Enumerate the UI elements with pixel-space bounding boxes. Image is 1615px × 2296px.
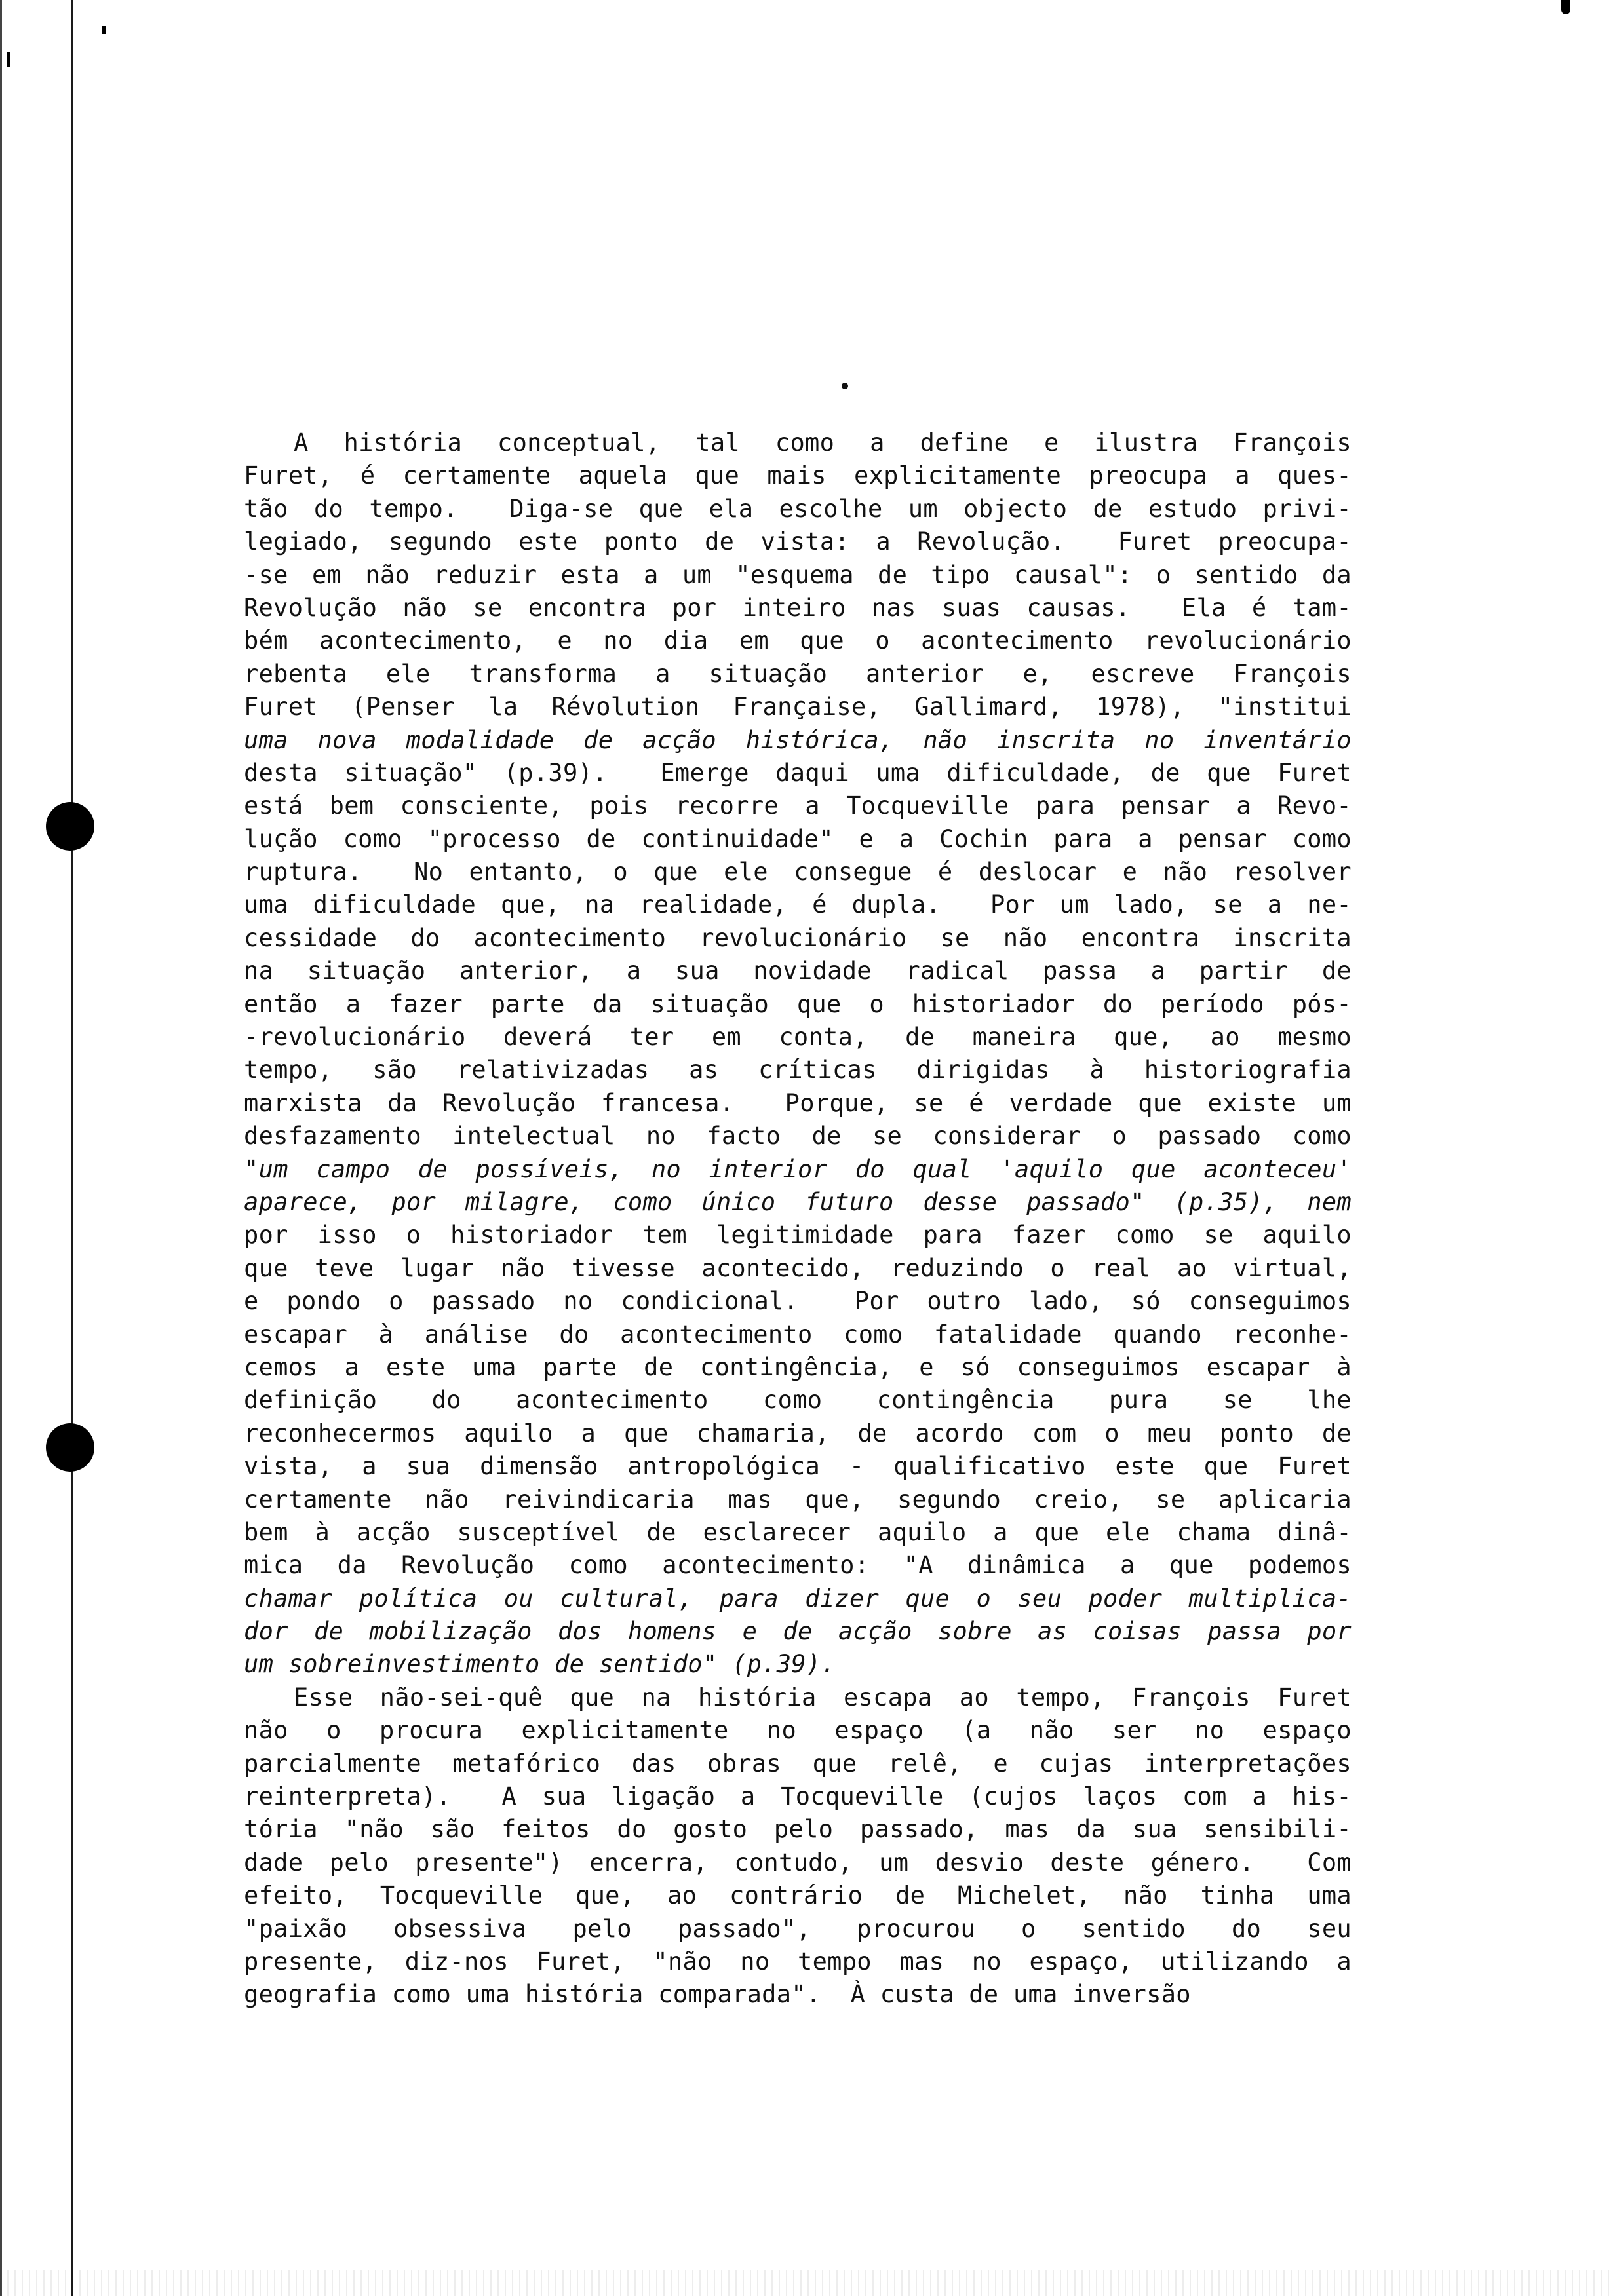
text-line: "paixão obsessiva pelo passado", procurou o sentido do seu	[244, 1914, 1352, 1943]
text-line: então a fazer parte da situação que o historiador do período pós-	[244, 989, 1352, 1018]
text-line: geografia como uma história comparada". À custa de uma inversão	[244, 1980, 1191, 2009]
text-line: parcialmente metafórico das obras que relê, e cujas interpretações	[244, 1749, 1352, 1778]
text-line: não o procura explicitamente no espaço (a não ser no espaço	[244, 1716, 1352, 1745]
text-line: uma nova modalidade de acção histórica, não inscrita no inventário	[244, 725, 1352, 754]
text-line: bém acontecimento, e no dia em que o acontecimento revolucionário	[244, 626, 1352, 655]
text-line: Revolução não se encontra por inteiro nas suas causas. Ela é tam-	[244, 593, 1352, 622]
text-line: aparece, por milagre, como único futuro desse passado" (p.35), nem	[244, 1187, 1352, 1216]
text-line: um sobreinvestimento de sentido" (p.39).	[244, 1650, 836, 1679]
essay-text	[244, 427, 1352, 2012]
text-line: marxista da Revolução francesa. Porque, se é verdade que existe um	[244, 1088, 1352, 1117]
binding-margin-line	[71, 0, 73, 2296]
text-line: uma dificuldade que, na realidade, é dupla. Por um lado, se a ne-	[244, 890, 1352, 919]
text-line: chamar política ou cultural, para dizer que o seu poder multiplica-	[244, 1584, 1352, 1613]
text-line: bem à acção susceptível de esclarecer aquilo a que ele chama dinâ-	[244, 1518, 1352, 1546]
text-line: desfazamento intelectual no facto de se considerar o passado como	[244, 1122, 1352, 1151]
text-line: rebenta ele transforma a situação anterior e, escreve François	[244, 659, 1352, 688]
text-line: ruptura. No entanto, o que ele consegue é deslocar e não resolver	[244, 858, 1352, 887]
text-line: e pondo o passado no condicional. Por outro lado, só conseguimos	[244, 1287, 1352, 1316]
text-line: Furet (Penser la Révolution Française, Gallimard, 1978), "institui	[244, 693, 1352, 721]
text-line: na situação anterior, a sua novidade radical passa a partir de	[244, 957, 1352, 985]
text-line: cemos a este uma parte de contingência, e só conseguimos escapar à	[244, 1352, 1352, 1381]
text-line: tão do tempo. Diga-se que ela escolhe um objecto de estudo privi-	[244, 494, 1352, 523]
text-line: desta situação" (p.39). Emerge daqui uma dificuldade, de que Furet	[244, 758, 1352, 787]
scan-speck	[7, 52, 10, 67]
text-line: reconhecermos aquilo a que chamaria, de acordo com o meu ponto de	[244, 1419, 1352, 1447]
text-line: Esse não-sei-quê que na história escapa ao tempo, François Furet	[294, 1683, 1352, 1712]
text-line: -se em não reduzir esta a um "esquema de tipo causal": o sentido da	[244, 560, 1352, 589]
text-line: legiado, segundo este ponto de vista: a Revolução. Furet preocupa-	[244, 527, 1352, 556]
text-line: vista, a sua dimensão antropológica - qualificativo este que Furet	[244, 1452, 1352, 1481]
punch-hole-upper	[46, 802, 94, 851]
text-line: Furet, é certamente aquela que mais explicitamente preocupa a ques-	[244, 461, 1352, 490]
scan-speck	[1561, 0, 1570, 14]
text-line: escapar à análise do acontecimento como fatalidade quando reconhe-	[244, 1320, 1352, 1349]
text-line: presente, diz-nos Furet, "não no tempo mas no espaço, utilizando a	[244, 1947, 1352, 1976]
text-line: cessidade do acontecimento revolucionário se não encontra inscrita	[244, 923, 1352, 952]
text-line: A história conceptual, tal como a define e ilustra François	[294, 429, 1352, 457]
text-line: definição do acontecimento como contingência pura se lhe	[244, 1386, 1352, 1415]
text-line: tempo, são relativizadas as críticas dirigidas à historiografia	[244, 1056, 1352, 1084]
text-line: reinterpreta). A sua ligação a Tocqueville (cujos laços com a his-	[244, 1782, 1352, 1811]
text-line: por isso o historiador tem legitimidade para fazer como se aquilo	[244, 1221, 1352, 1250]
text-line: "um campo de possíveis, no interior do qual 'aquilo que aconteceu'	[244, 1155, 1352, 1183]
scan-edge	[0, 0, 2, 2296]
section-dot	[842, 383, 848, 389]
scan-speck	[102, 26, 106, 34]
punch-hole-lower	[46, 1423, 94, 1472]
text-line: dade pelo presente") encerra, contudo, um desvio deste género. Com	[244, 1848, 1352, 1877]
text-line: certamente não reivindicaria mas que, segundo creio, se aplicaria	[244, 1485, 1352, 1514]
text-line: dor de mobilização dos homens e de acção sobre as coisas passa por	[244, 1617, 1352, 1646]
text-line: lução como "processo de continuidade" e a Cochin para a pensar como	[244, 824, 1352, 853]
text-line: mica da Revolução como acontecimento: "A dinâmica a que podemos	[244, 1551, 1352, 1580]
scan-bottom-edge	[0, 2270, 1615, 2296]
text-line: efeito, Tocqueville que, ao contrário de Michelet, não tinha uma	[244, 1881, 1352, 1910]
text-line: tória "não são feitos do gosto pelo passado, mas da sua sensibili-	[244, 1815, 1352, 1844]
text-line: -revolucionário deverá ter em conta, de maneira que, ao mesmo	[244, 1023, 1352, 1052]
text-line: está bem consciente, pois recorre a Tocqueville para pensar a Revo-	[244, 792, 1352, 820]
text-line: que teve lugar não tivesse acontecido, reduzindo o real ao virtual,	[244, 1253, 1352, 1282]
